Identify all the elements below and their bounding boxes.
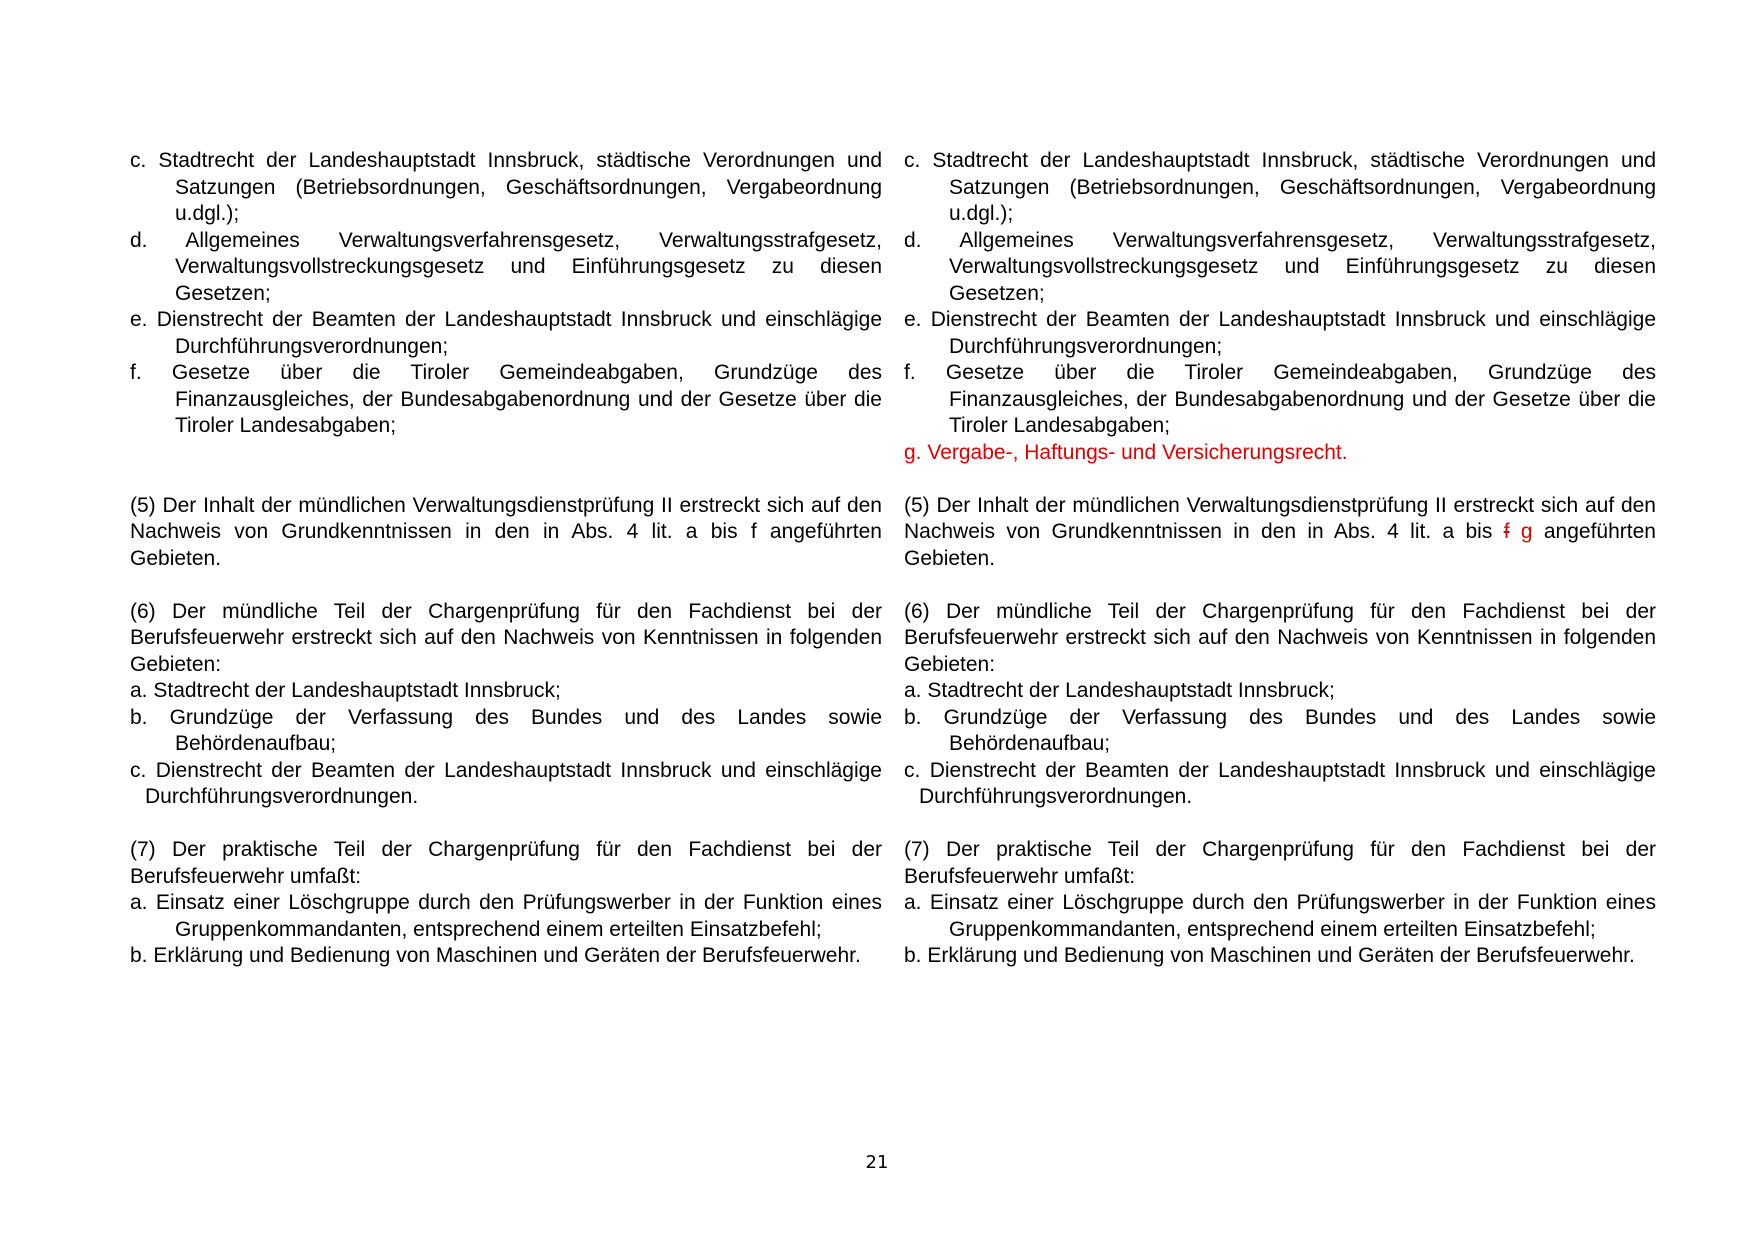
right-abs4-item-g-added: g. Vergabe-, Haftungs- und Versicherungsrecht. [904, 440, 1348, 464]
left-abs4-item-e: e. Dienstrecht der Beamten der Landeshauptstadt Innsbruck und einschlägige Durchführungsverordnungen; [130, 308, 882, 358]
right-abs6-item-b: b. Grundzüge der Verfassung des Bundes und des Landes sowie Behördenaufbau; [904, 705, 1656, 755]
left-abs7-intro: (7) Der praktische Teil der Chargenprüfung für den Fachdienst bei der Berufsfeuerwehr umfaßt: [130, 838, 882, 888]
page-number: 21 [865, 1152, 889, 1173]
left-abs6-item-a: a. Stadtrecht der Landeshauptstadt Innsbruck; [130, 679, 561, 702]
left-abs4-item-f: f. Gesetze über die Tiroler Gemeindeabgaben, Grundzüge des Finanzausgleiches, der Bundesabgabenordnung und der Gesetze über die Tiroler Landesabgaben; [130, 361, 882, 437]
right-column [904, 148, 1656, 970]
right-abs4-item-d: d. Allgemeines Verwaltungsverfahrensgesetz, Verwaltungsstrafgesetz, Verwaltungsvollstreckungsgesetz und Einführungsgesetz zu diesen Gesetzen; [904, 228, 1656, 305]
left-abs6-intro: (6) Der mündliche Teil der Chargenprüfung für den Fachdienst bei der Berufsfeuerwehr erstreckt sich auf den Nachweis von Kenntnissen in folgenden Gebieten: [130, 599, 882, 676]
right-abs7-intro: (7) Der praktische Teil der Chargenprüfung für den Fachdienst bei der Berufsfeuerwehr umfaßt: [904, 838, 1656, 888]
left-abs7-item-a: a. Einsatz einer Löschgruppe durch den Prüfungswerber in der Funktion eines Gruppenkommandanten, entsprechend einem erteilten Einsatzbefehl; [130, 891, 882, 941]
left-abs4-item-c: c. Stadtrecht der Landeshauptstadt Innsbruck, städtische Verordnungen und Satzungen (Betriebsordnungen, Geschäftsordnungen, Vergabeordnung u.dgl.); [130, 149, 882, 225]
right-abs5-inserted-letter: g [1520, 520, 1533, 543]
right-abs6-item-a: a. Stadtrecht der Landeshauptstadt Innsbruck; [904, 679, 1335, 702]
right-abs5-deleted-letter: f [1503, 520, 1510, 543]
left-abs7-item-b: b. Erklärung und Bedienung von Maschinen und Geräten der Berufsfeuerwehr. [130, 944, 861, 967]
right-abs4-item-f: f. Gesetze über die Tiroler Gemeindeabgaben, Grundzüge des Finanzausgleiches, der Bundesabgabenordnung und der Gesetze über die Tiroler Landesabgaben; [904, 361, 1656, 437]
right-abs7-item-b: b. Erklärung und Bedienung von Maschinen und Geräten der Berufsfeuerwehr. [904, 944, 1635, 967]
right-abs4-item-c: c. Stadtrecht der Landeshauptstadt Innsbruck, städtische Verordnungen und Satzungen (Betriebsordnungen, Geschäftsordnungen, Vergabeordnung u.dgl.); [904, 149, 1656, 225]
right-abs7-item-a: a. Einsatz einer Löschgruppe durch den Prüfungswerber in der Funktion eines Gruppenkommandanten, entsprechend einem erteilten Einsatzbefehl; [904, 891, 1656, 941]
right-abs6-item-c: c. Dienstrecht der Beamten der Landeshauptstadt Innsbruck und einschlägige Durchführungsverordnungen. [904, 758, 1656, 808]
left-abs5: (5) Der Inhalt der mündlichen Verwaltungsdienstprüfung II erstreckt sich auf den Nachweis von Grundkenntnissen in den in Abs. 4 lit. a bis f angeführten Gebieten. [130, 493, 882, 570]
right-abs5-end: angeführten Gebieten. [904, 520, 1656, 570]
left-abs6-item-b: b. Grundzüge der Verfassung des Bundes und des Landes sowie Behördenaufbau; [130, 705, 882, 755]
right-abs5-text: (5) Der Inhalt der mündlichen Verwaltungsdienstprüfung II erstreckt sich auf den Nachweis von Grundkenntnissen in den in Abs. 4 lit. a bis [904, 493, 1656, 543]
left-column [130, 148, 882, 970]
right-abs6-intro: (6) Der mündliche Teil der Chargenprüfung für den Fachdienst bei der Berufsfeuerwehr erstreckt sich auf den Nachweis von Kenntnissen in folgenden Gebieten: [904, 599, 1656, 676]
left-abs4-item-d: d. Allgemeines Verwaltungsverfahrensgesetz, Verwaltungsstrafgesetz, Verwaltungsvollstreckungsgesetz und Einführungsgesetz zu diesen Gesetzen; [130, 228, 882, 305]
right-abs4-item-e: e. Dienstrecht der Beamten der Landeshauptstadt Innsbruck und einschlägige Durchführungsverordnungen; [904, 308, 1656, 358]
left-abs6-item-c: c. Dienstrecht der Beamten der Landeshauptstadt Innsbruck und einschlägige Durchführungsverordnungen. [130, 758, 882, 808]
right-abs5 [904, 493, 1656, 573]
